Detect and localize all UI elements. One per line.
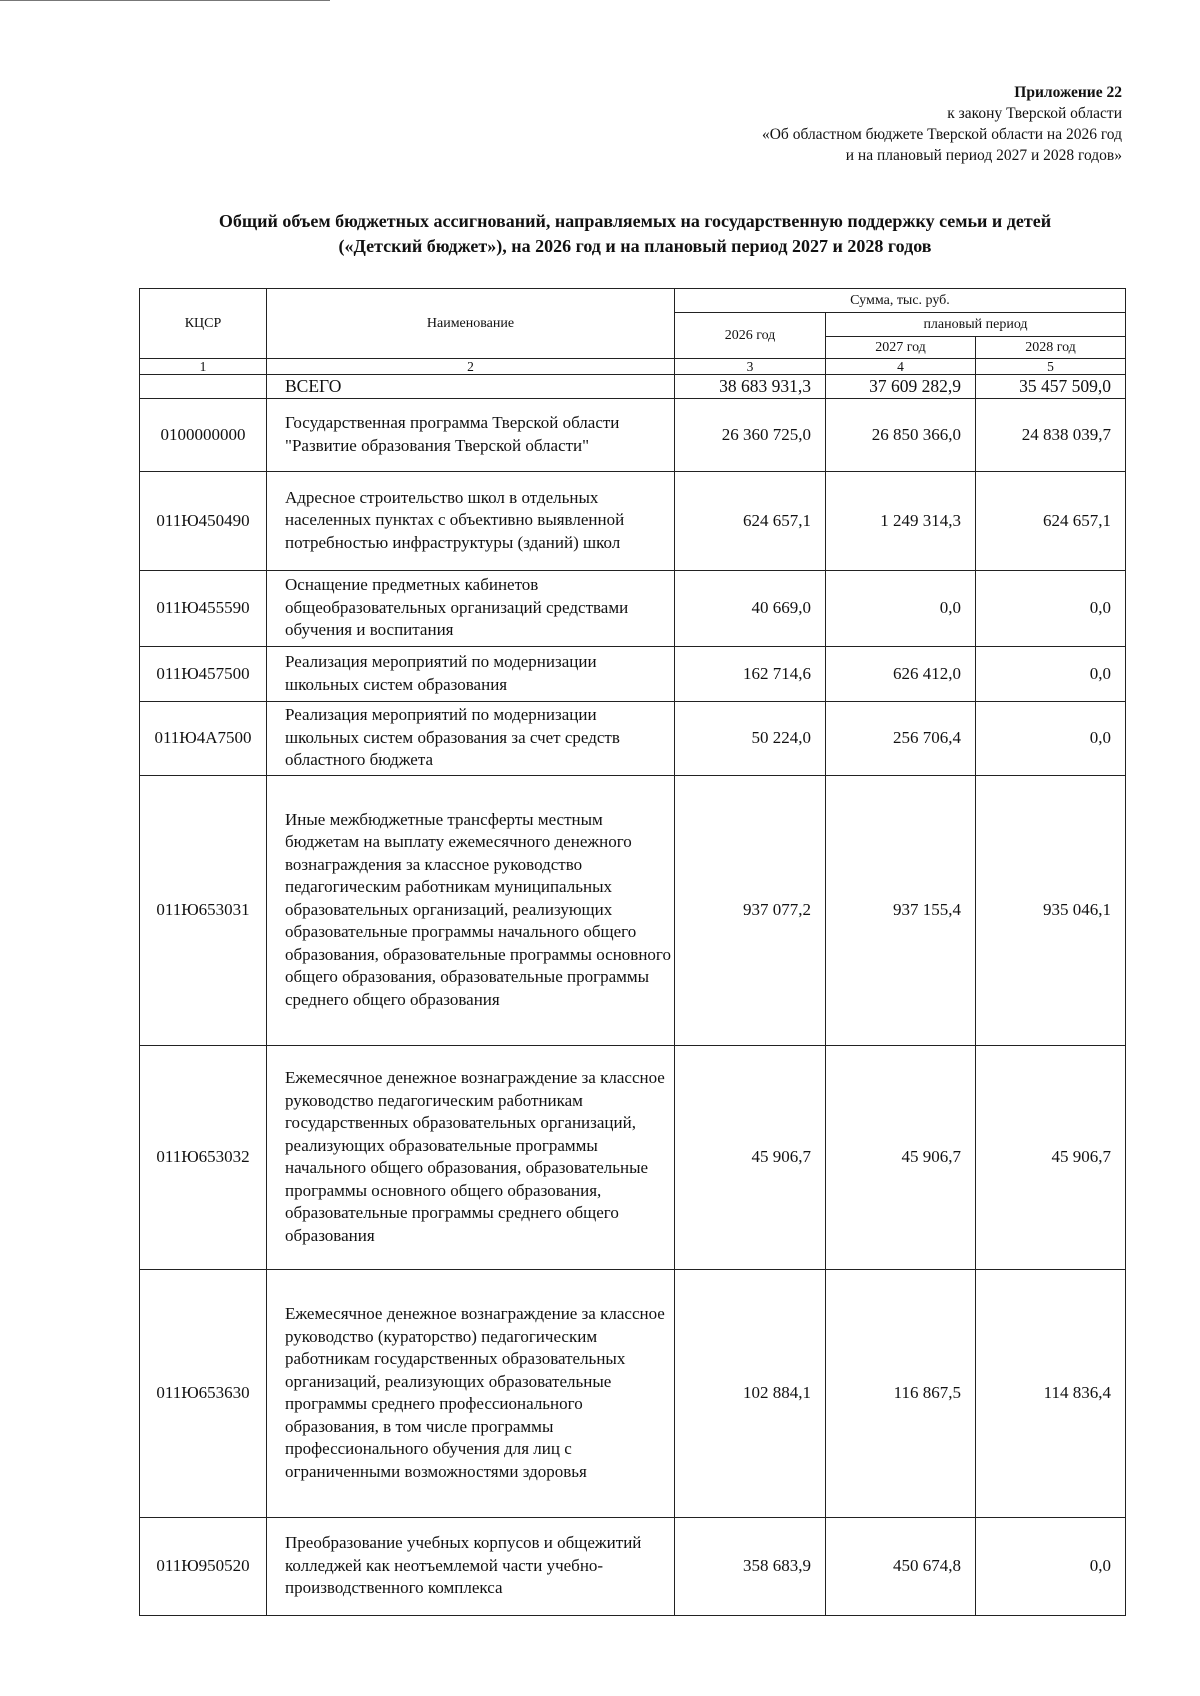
table-row (140, 398, 1126, 471)
row-code: 011Ю653031 (140, 775, 267, 1045)
row-2028: 114 836,4 (976, 1269, 1126, 1517)
row-2026: 26 360 725,0 (675, 398, 826, 471)
header-2027: 2027 год (826, 337, 976, 359)
total-code-cell (140, 375, 267, 399)
row-2027: 45 906,7 (826, 1045, 976, 1269)
table-row (140, 701, 1126, 775)
header-code: КЦСР (140, 289, 267, 359)
appendix-line: «Об областном бюджете Тверской области на 2026 год (761, 126, 1122, 143)
row-2026: 40 669,0 (675, 570, 826, 646)
row-name: Ежемесячное денежное вознаграждение за классное руководство (кураторство) педагогическим работникам государственных образовательных организаций, реализующих образовательные программы среднего профессионального образования, в том числе программы профессионального обучения для лиц с ограниченными возможностями здоровья (267, 1269, 675, 1517)
row-2027: 26 850 366,0 (826, 398, 976, 471)
header-planned-period: плановый период (826, 313, 1126, 337)
header-2028: 2028 год (976, 337, 1126, 359)
row-code: 011Ю653630 (140, 1269, 267, 1517)
column-number: 1 (140, 359, 267, 375)
row-name: Адресное строительство школ в отдельных населенных пунктах с объективно выявленной потребностью инфраструктуры (зданий) школ (267, 471, 675, 570)
row-2026: 45 906,7 (675, 1045, 826, 1269)
row-2028: 624 657,1 (976, 471, 1126, 570)
table-row (140, 775, 1126, 1045)
row-code: 011Ю450490 (140, 471, 267, 570)
table-row (140, 1517, 1126, 1615)
row-2026: 937 077,2 (675, 775, 826, 1045)
header-name: Наименование (267, 289, 675, 359)
column-number: 2 (267, 359, 675, 375)
header-2026: 2026 год (675, 313, 826, 359)
row-2027: 937 155,4 (826, 775, 976, 1045)
row-2026: 50 224,0 (675, 701, 826, 775)
row-code: 011Ю455590 (140, 570, 267, 646)
table-row (140, 1269, 1126, 1517)
total-2027: 37 609 282,9 (826, 375, 976, 399)
row-code: 011Ю653032 (140, 1045, 267, 1269)
row-code: 011Ю950520 (140, 1517, 267, 1615)
table-row (140, 1045, 1126, 1269)
table-row (140, 570, 1126, 646)
row-2028: 0,0 (976, 646, 1126, 701)
table-row (140, 471, 1126, 570)
row-name: Ежемесячное денежное вознаграждение за классное руководство педагогическим работникам государственных образовательных организаций, реализующих образовательные программы начального общего образования, образовательные программы основного общего образования, образовательные программы среднего общего образования (267, 1045, 675, 1269)
row-name: Реализация мероприятий по модернизации школьных систем образования (267, 646, 675, 701)
column-number: 5 (976, 359, 1126, 375)
row-2027: 450 674,8 (826, 1517, 976, 1615)
row-2026: 102 884,1 (675, 1269, 826, 1517)
row-2027: 1 249 314,3 (826, 471, 976, 570)
row-2028: 0,0 (976, 1517, 1126, 1615)
row-2028: 0,0 (976, 570, 1126, 646)
column-number: 4 (826, 359, 976, 375)
row-code: 011Ю4А7500 (140, 701, 267, 775)
row-2027: 626 412,0 (826, 646, 976, 701)
row-code: 011Ю457500 (140, 646, 267, 701)
document-title-line: («Детский бюджет»), на 2026 год и на плановый период 2027 и 2028 годов (338, 236, 932, 256)
row-2026: 358 683,9 (675, 1517, 826, 1615)
appendix-line: и на плановый период 2027 и 2028 годов» (845, 147, 1122, 164)
appendix-block (762, 82, 1122, 166)
row-name: Преобразование учебных корпусов и общежитий колледжей как неотъемлемой части учебно-производственного комплекса (267, 1517, 675, 1615)
row-2028: 935 046,1 (976, 775, 1126, 1045)
document-title (140, 209, 1130, 259)
row-2027: 0,0 (826, 570, 976, 646)
header-sum: Сумма, тыс. руб. (675, 289, 1126, 313)
table-row (140, 646, 1126, 701)
row-2027: 256 706,4 (826, 701, 976, 775)
row-name: Оснащение предметных кабинетов общеобразовательных организаций средствами обучения и воспитания (267, 570, 675, 646)
row-2028: 24 838 039,7 (976, 398, 1126, 471)
row-2026: 162 714,6 (675, 646, 826, 701)
row-2027: 116 867,5 (826, 1269, 976, 1517)
total-row (140, 375, 1126, 399)
row-2028: 45 906,7 (976, 1045, 1126, 1269)
row-2026: 624 657,1 (675, 471, 826, 570)
row-2028: 0,0 (976, 701, 1126, 775)
row-code: 0100000000 (140, 398, 267, 471)
document-title-line: Общий объем бюджетных ассигнований, направляемых на государственную поддержку семьи и детей (218, 211, 1052, 231)
appendix-title: Приложение 22 (1014, 84, 1122, 101)
row-name: Реализация мероприятий по модернизации школьных систем образования за счет средств областного бюджета (267, 701, 675, 775)
column-number: 3 (675, 359, 826, 375)
budget-table (139, 288, 1126, 1616)
total-label: ВСЕГО (267, 375, 675, 399)
total-2028: 35 457 509,0 (976, 375, 1126, 399)
scan-edge-line (0, 0, 330, 2)
appendix-line: к закону Тверской области (947, 105, 1122, 122)
total-2026: 38 683 931,3 (675, 375, 826, 399)
row-name: Государственная программа Тверской области "Развитие образования Тверской области" (267, 398, 675, 471)
column-number-row (140, 359, 1126, 375)
row-name: Иные межбюджетные трансферты местным бюджетам на выплату ежемесячного денежного вознаграждения за классное руководство педагогическим работникам муниципальных образовательных организаций, реализующих образовательные программы начального общего образования, образовательные программы основного общего образования, образовательные программы среднего общего образования (267, 775, 675, 1045)
